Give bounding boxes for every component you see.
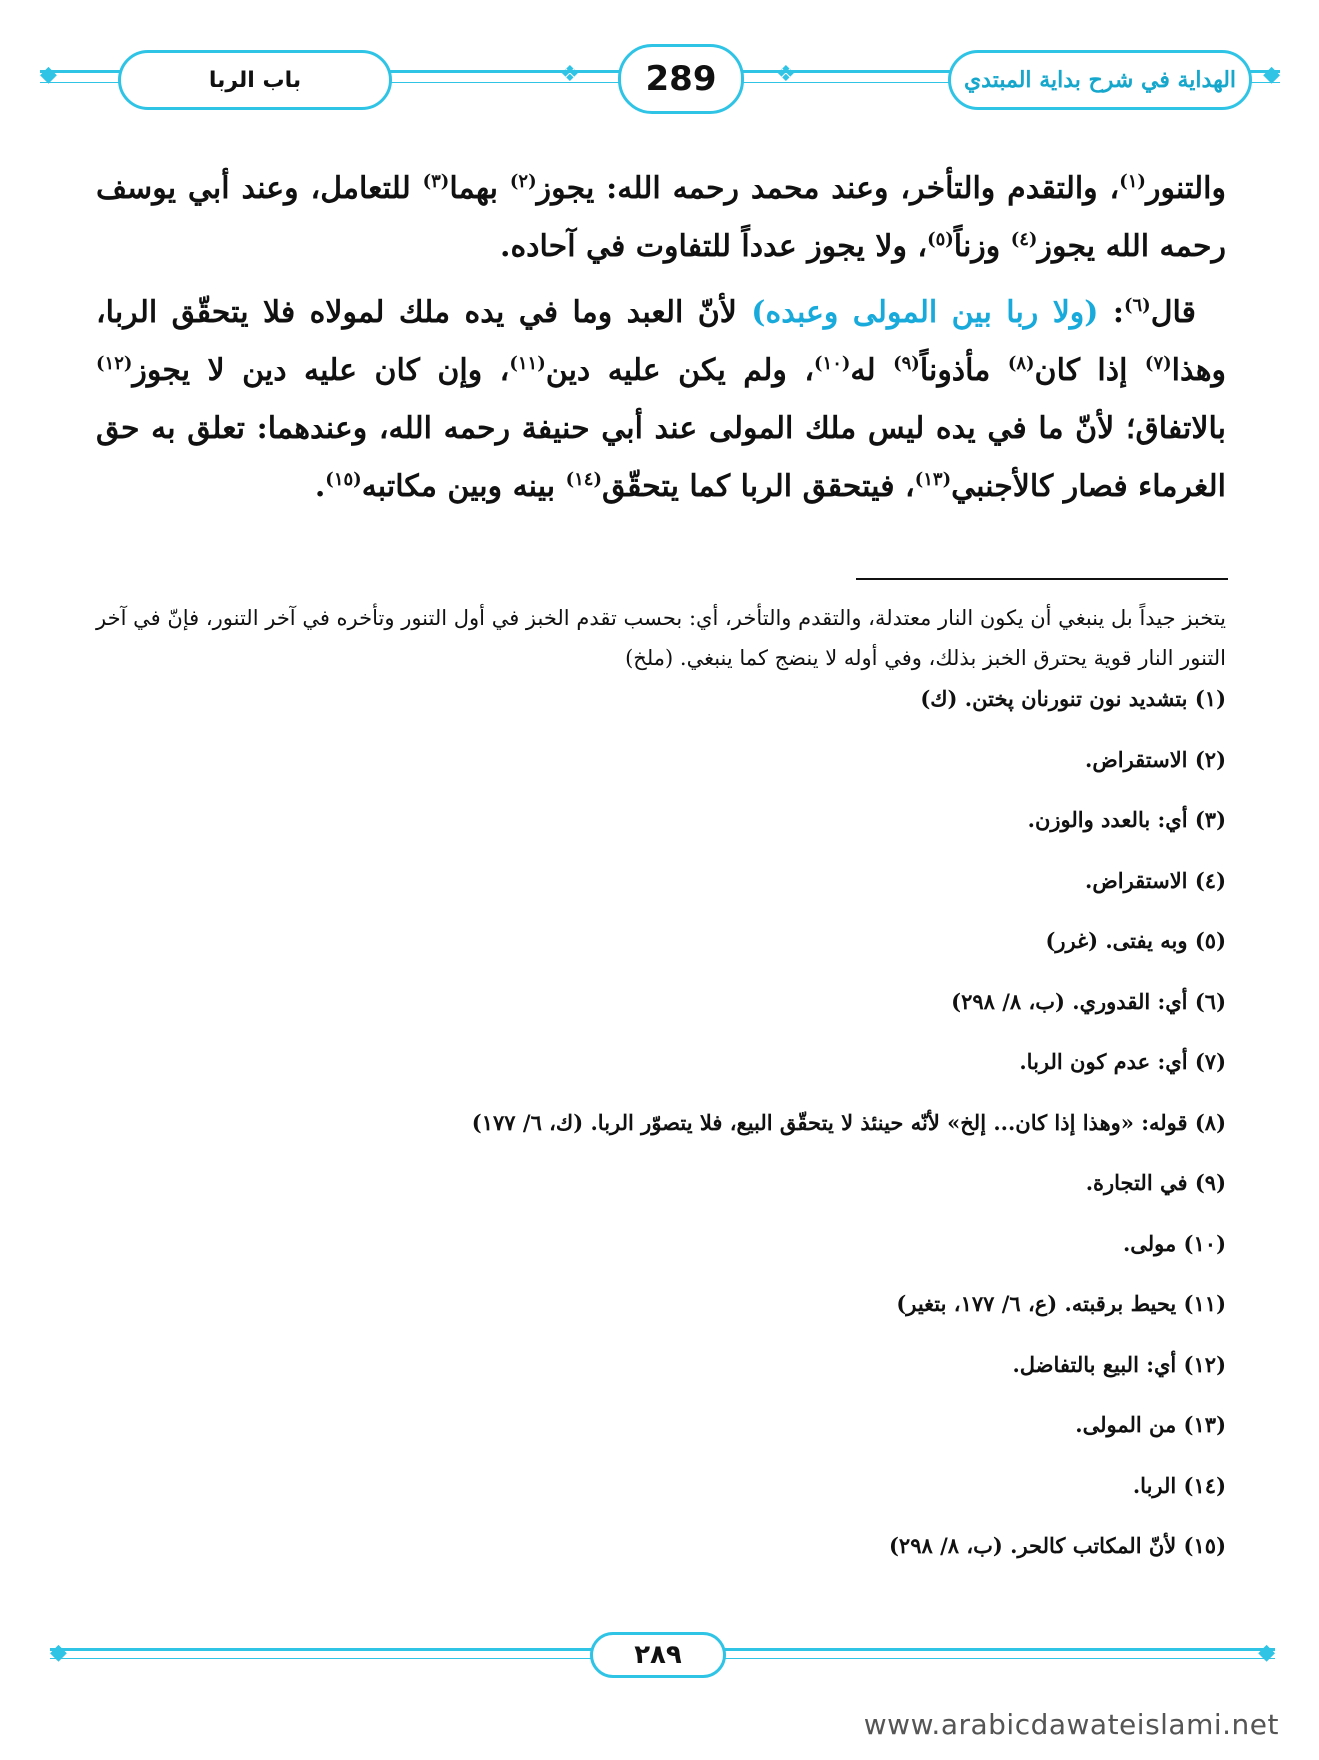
footnote-ref: (١٣) bbox=[914, 469, 952, 490]
footnote-ref: (٣) bbox=[422, 171, 450, 192]
footnote-ref: (١) bbox=[1119, 171, 1146, 192]
text-run: بالاتفاق؛ لأنّ ما في يده ليس ملك المولى عند أبي حنيفة رحمه الله، وعندهما: تعلق به حق الغرماء فصار كالأجنبي bbox=[96, 411, 1226, 504]
footnote-ref: (٧) bbox=[1144, 353, 1172, 374]
text-run: مأذوناً bbox=[919, 353, 1008, 388]
chapter-title: باب الربا bbox=[118, 50, 392, 110]
footnote-2: (٢) الاستقراض. bbox=[1085, 746, 1226, 772]
text-run: : bbox=[1098, 295, 1124, 330]
text-run: للتعامل، وعند أبي يوسف رحمه الله يجوز bbox=[96, 171, 1226, 264]
matn-highlight: (ولا ربا بين المولى وعبده) bbox=[751, 295, 1099, 330]
ornament-right-icon: ◆ bbox=[1263, 62, 1280, 87]
footnote-6: (٦) أي: القدوري. (ب، ٨/ ٢٩٨) bbox=[951, 988, 1226, 1014]
page-header bbox=[40, 44, 1280, 114]
footnote-ref: (١٠) bbox=[814, 353, 851, 374]
footnote-11: (١١) يحيط برقبته. (ع، ٦/ ١٧٧، بتغير) bbox=[896, 1291, 1226, 1316]
website-watermark: www.arabicdawateislami.net bbox=[863, 1708, 1279, 1741]
footnote-3: (٣) أي: بالعدد والوزن. bbox=[1027, 807, 1226, 832]
text-run: وزناً bbox=[953, 229, 1011, 264]
footnote-ref: (١١) bbox=[509, 353, 546, 374]
footnote-separator bbox=[856, 578, 1228, 580]
text-run: والتنور bbox=[1145, 171, 1227, 206]
footnote-ref: (١٢) bbox=[96, 353, 133, 374]
paragraph-2 bbox=[96, 284, 1226, 516]
page-footer bbox=[50, 1628, 1275, 1678]
footnote-1: (١) بتشديد نون تنورنان پختن. (ك) bbox=[920, 686, 1226, 711]
text-run: . bbox=[314, 469, 326, 504]
text-run: قال bbox=[1150, 295, 1196, 330]
ornament-left-icon: ◆ bbox=[40, 62, 57, 87]
footnotes bbox=[96, 598, 1226, 1592]
text-run: ، ولا يجوز عدداً للتفاوت في آحاده. bbox=[500, 229, 928, 264]
footnote-4: (٤) الاستقراض. bbox=[1085, 867, 1226, 893]
footer-page-number: ٢٨٩ bbox=[590, 1632, 726, 1678]
ornament-mid-right-icon: ❖ bbox=[776, 62, 796, 87]
text-run: إذا كان bbox=[1034, 353, 1145, 388]
footnote-ref: (٨) bbox=[1007, 353, 1035, 374]
footnote-9: (٩) في التجارة. bbox=[1085, 1170, 1226, 1195]
footnote-ref: (٩) bbox=[893, 353, 920, 374]
footnote-ref: (١٤) bbox=[565, 469, 602, 490]
ornament-mid-left-icon: ❖ bbox=[560, 62, 580, 87]
footnote-ref: (١٥) bbox=[325, 469, 362, 490]
footnote-10: (١٠) مولى. bbox=[1122, 1230, 1226, 1256]
book-title: الهداية في شرح بداية المبتدي bbox=[948, 50, 1252, 110]
footer-ornament-right-icon: ◆ bbox=[1258, 1640, 1275, 1665]
footnote-ref: (٦) bbox=[1123, 295, 1151, 316]
footnote-15: (١٥) لأنّ المكاتب كالحر. (ب، ٨/ ٢٩٨) bbox=[888, 1533, 1226, 1558]
text-run: ، والتقدم والتأخر، وعند محمد رحمه الله: يجوز bbox=[536, 171, 1120, 206]
footnote-13: (١٣) من المولى. bbox=[1075, 1412, 1226, 1437]
text-run: ، وإن كان عليه دين لا يجوز bbox=[132, 353, 510, 388]
text-run: ، فيتحقق الربا كما يتحقّق bbox=[601, 469, 915, 504]
text-run: له bbox=[850, 353, 894, 388]
text-run: بهما bbox=[449, 171, 510, 206]
footnote-ref: (٥) bbox=[927, 229, 954, 250]
footnote-12: (١٢) أي: البيع بالتفاضل. bbox=[1012, 1351, 1226, 1377]
footnote-ref: (٢) bbox=[509, 171, 537, 192]
footnote-ref: (٤) bbox=[1010, 229, 1038, 250]
page-number: 289 bbox=[618, 44, 744, 114]
footnote-8: (٨) قوله: «وهذا إذا كان... إلخ» لأنّه حينئذ لا يتحقّق البيع، فلا يتصوّر الربا. (ك، ٦/ ١٧٧) bbox=[471, 1109, 1226, 1135]
footnote-5: (٥) وبه يفتى. (غرر) bbox=[1045, 928, 1226, 953]
footer-ornament-left-icon: ◆ bbox=[50, 1640, 67, 1665]
footnote-14: (١٤) الربا. bbox=[1132, 1472, 1226, 1498]
text-run: بينه وبين مكاتبه bbox=[361, 469, 566, 504]
text-run: لأنّ العبد وما في يده ملك لمولاه فلا يتحقّق الربا، وهذا bbox=[96, 295, 1227, 388]
main-text bbox=[96, 160, 1226, 524]
footnote-7: (٧) أي: عدم كون الربا. bbox=[1019, 1049, 1226, 1074]
footnote-continuation: يتخبز جيداً بل ينبغي أن يكون النار معتدلة، والتقدم والتأخر، أي: بحسب تقدم الخبز في أول التنور وتأخره في آخر التنور، فإنّ في آخر التنور النار قوية يحترق الخبز بذلك، وفي أوله لا ينضج كما ينبغي. (ملخ) bbox=[96, 606, 1226, 670]
paragraph-1 bbox=[96, 160, 1226, 276]
text-run: ، ولم يكن عليه دين bbox=[545, 353, 815, 388]
